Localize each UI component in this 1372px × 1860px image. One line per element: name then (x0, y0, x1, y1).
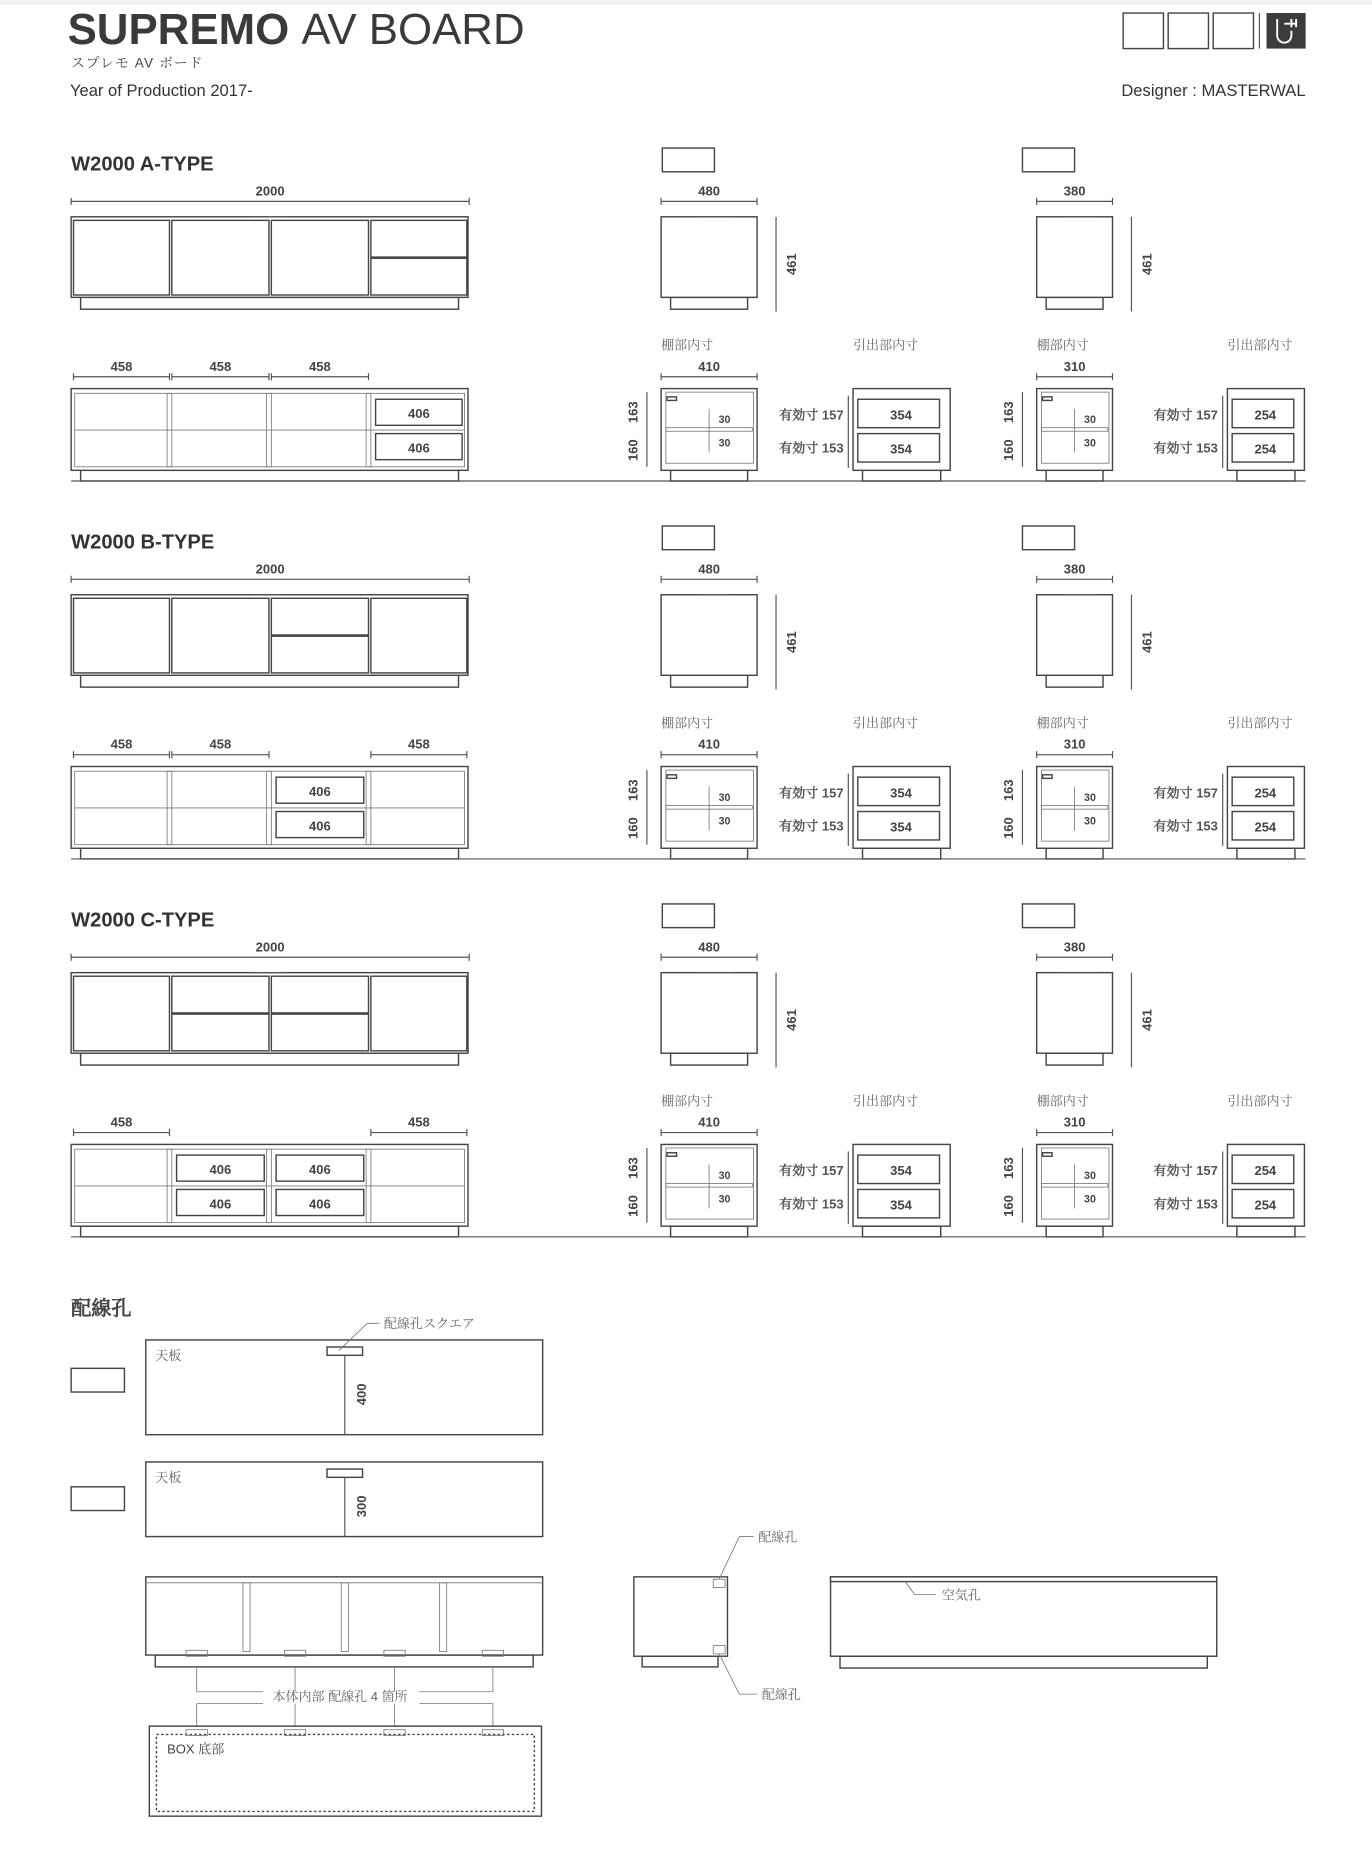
plinth (1046, 470, 1103, 481)
side-view (1037, 217, 1113, 298)
section-title: W2000 C-TYPE (71, 909, 215, 932)
designer: Designer : MASTERWAL (1121, 80, 1306, 100)
effective-size: 有効寸 153 (779, 440, 844, 456)
plinth (1237, 848, 1295, 859)
drawer-inner-width: 354 (890, 819, 912, 835)
effective-size: 有効寸 157 (1153, 407, 1218, 423)
plug-icon (1267, 13, 1306, 49)
height-dimension: 461 (1139, 1009, 1155, 1031)
shelf-spacing: 30 (1084, 1193, 1096, 1206)
depth-badge: D380 (1028, 150, 1069, 170)
box-bottom-label: BOX 底部 (167, 1741, 225, 1757)
shelf-spacing: 30 (718, 1193, 731, 1206)
shelf-width-dimension: 410 (698, 1114, 720, 1130)
shelf-height-upper: 163 (1000, 401, 1016, 424)
drawer-interior-label: 引出部内寸 (1227, 337, 1293, 353)
shelf-height-lower: 160 (1000, 1195, 1016, 1217)
section-w2000-b-type (71, 526, 1305, 859)
drawer-width-label: 406 (209, 1196, 232, 1212)
side-plinth (671, 675, 748, 687)
column-width-dimension: 458 (309, 358, 331, 374)
side-view (1037, 973, 1113, 1054)
side-body (634, 1577, 728, 1656)
shelf-spacing: 30 (718, 815, 731, 828)
effective-size: 有効寸 153 (1153, 1196, 1218, 1212)
plinth (155, 1655, 533, 1667)
louver-door (172, 220, 269, 295)
shelf-width-dimension: 410 (698, 358, 720, 374)
drawer-width-label: 406 (309, 1196, 331, 1212)
callout-line (719, 1537, 753, 1580)
shelf-interior-label: 棚部内寸 (661, 337, 714, 353)
drawer-width-label: 406 (309, 818, 331, 834)
plinth (840, 1656, 1207, 1668)
drawer-interior-label: 引出部内寸 (1227, 1093, 1293, 1109)
wiring-hole-square (327, 1469, 363, 1477)
shelf-height-upper: 163 (1000, 779, 1016, 802)
drawer-front (271, 976, 368, 1013)
drawer-front (172, 1014, 269, 1051)
shelf-height-upper: 163 (625, 1157, 641, 1179)
drawer-inner-width: 254 (1254, 1163, 1277, 1179)
top-depth-badge: D480 (77, 1371, 118, 1391)
drawer-inner-width: 354 (890, 407, 912, 423)
header (68, 5, 1306, 100)
body-front (146, 1577, 543, 1655)
shelf-height-lower: 160 (625, 1195, 641, 1217)
wiring-hole-square (327, 1347, 363, 1355)
column-width-dimension: 458 (110, 1114, 133, 1130)
plinth (863, 1226, 941, 1237)
drawer-front (271, 636, 368, 673)
wiring-square-callout: 配線孔スクエア (383, 1316, 475, 1332)
shelf-width-dimension: 310 (1063, 358, 1086, 374)
shelf-spacing: 30 (1084, 791, 1096, 804)
side-hole-label-bottom: 配線孔 (761, 1686, 801, 1702)
hole-depth-dimension: 400 (354, 1383, 370, 1406)
shelf-interior-label: 棚部内寸 (661, 715, 714, 731)
effective-size: 有効寸 153 (1153, 440, 1218, 456)
louver-door (74, 976, 170, 1051)
depth-badge: D480 (668, 528, 709, 548)
drawer-inner-width: 354 (890, 441, 912, 457)
shelf-height-upper: 163 (625, 779, 641, 802)
effective-size: 有効寸 153 (779, 1196, 844, 1212)
plinth (81, 1226, 459, 1237)
drawer-inner-width: 354 (890, 785, 912, 801)
drawer-front (271, 1014, 368, 1051)
side-plinth (1046, 297, 1103, 309)
depth-badge: D380 (1028, 906, 1069, 926)
drawer-inner-width: 254 (1254, 441, 1277, 457)
product-title (68, 5, 525, 54)
drawer-width-label: 406 (309, 784, 331, 800)
drawer-front (371, 258, 467, 295)
plinth (1046, 848, 1103, 859)
drawer-inner-width: 354 (890, 1197, 912, 1213)
plinth (642, 1656, 718, 1667)
louver-door (371, 976, 467, 1051)
shelf-width-dimension: 410 (698, 736, 720, 752)
shelf-spacing: 30 (1084, 1169, 1096, 1182)
effective-size: 有効寸 157 (779, 1163, 844, 1179)
width-dimension: 2000 (255, 561, 285, 577)
plinth (81, 470, 459, 481)
drawer-inner-width: 254 (1254, 785, 1277, 801)
louver-door (74, 598, 170, 673)
height-dimension: 461 (784, 1009, 800, 1031)
air-slot (831, 1577, 1217, 1582)
title-rest: AV BOARD (301, 4, 525, 54)
drawer-inner-width: 254 (1254, 1197, 1277, 1213)
shelf-interior-label: 棚部内寸 (1036, 715, 1089, 731)
depth-dimension: 380 (1063, 939, 1086, 955)
top-depth-badge: D380 (77, 1489, 118, 1509)
section-title: W2000 A-TYPE (71, 153, 214, 176)
plinth (81, 297, 459, 309)
drawer-inner-width: 254 (1254, 819, 1277, 835)
plinth (81, 848, 459, 859)
drawer-interior-label: 引出部内寸 (853, 337, 919, 353)
shelf-spacing: 30 (1084, 815, 1096, 828)
open-panel (74, 220, 170, 295)
plinth (1237, 1226, 1295, 1237)
interior-cabinet (71, 1144, 468, 1226)
shelf-height-upper: 163 (1000, 1157, 1016, 1179)
section-w2000-a-type (71, 148, 1305, 481)
drawer-width-label: 406 (209, 1162, 232, 1178)
effective-size: 有効寸 157 (1153, 785, 1218, 801)
shelf-height-lower: 160 (625, 439, 641, 462)
hinge (667, 1153, 676, 1157)
side-view (661, 217, 757, 298)
production-year: Year of Production 2017- (69, 80, 253, 100)
wiring-title: 配線孔 (71, 1298, 132, 1321)
plinth (81, 1053, 459, 1065)
top-panel-label: 天板 (155, 1470, 182, 1486)
side-plinth (1046, 675, 1103, 687)
drawer-interior-label: 引出部内寸 (853, 715, 919, 731)
plinth (671, 470, 748, 481)
drawer-interior-label: 引出部内寸 (1227, 715, 1293, 731)
drawer-front (172, 976, 269, 1013)
open-panel (172, 598, 269, 673)
depth-dimension: 380 (1063, 183, 1086, 199)
shelf-interior-label: 棚部内寸 (1036, 1093, 1089, 1109)
hinge (667, 397, 676, 401)
effective-size: 有効寸 157 (779, 785, 844, 801)
plinth (81, 675, 459, 687)
louver-door (271, 220, 368, 295)
drawer-width-label: 406 (407, 440, 430, 456)
effective-size: 有効寸 157 (779, 407, 844, 423)
height-dimension: 461 (784, 631, 800, 653)
shelf-height-upper: 163 (625, 401, 641, 424)
finish-badge-label: WN (1127, 21, 1160, 43)
back-body (831, 1577, 1217, 1656)
drawer-width-label: 406 (309, 1162, 331, 1178)
plinth (1237, 470, 1295, 481)
side-hole-label-top: 配線孔 (758, 1529, 798, 1545)
side-plinth (1046, 1053, 1103, 1065)
drawer-front (371, 220, 467, 257)
side-view (661, 973, 757, 1054)
hinge (1043, 1153, 1052, 1157)
callout-line (719, 1654, 757, 1694)
internal-holes-callout: 本体内部 配線孔 4 箇所 (272, 1689, 408, 1705)
louver-door (371, 598, 467, 673)
width-dimension: 2000 (255, 183, 285, 199)
depth-dimension: 480 (698, 939, 720, 955)
shelf-width-dimension: 310 (1063, 1114, 1086, 1130)
side-view (1037, 595, 1113, 676)
effective-size: 有効寸 157 (1153, 1163, 1218, 1179)
shelf-interior-label: 棚部内寸 (661, 1093, 714, 1109)
column-width-dimension: 458 (407, 736, 430, 752)
height-dimension: 461 (784, 253, 800, 276)
column-width-dimension: 458 (407, 1114, 430, 1130)
shelf-spacing: 30 (718, 413, 731, 426)
section-w2000-c-type (71, 904, 1305, 1237)
depth-badge: D480 (668, 150, 709, 170)
drawer-width-label: 406 (407, 406, 430, 422)
plinth (1046, 1226, 1103, 1237)
drawer-inner-width: 254 (1254, 407, 1277, 423)
hinge (667, 775, 676, 779)
title-japanese: スプレモ AV ボード (71, 55, 204, 71)
drawer-inner-width: 354 (890, 1163, 912, 1179)
depth-dimension: 480 (698, 183, 720, 199)
plinth (671, 1226, 748, 1237)
drawer-front (271, 598, 368, 635)
depth-badge: D480 (668, 906, 709, 926)
section-title: W2000 B-TYPE (71, 531, 215, 554)
depth-dimension: 480 (698, 561, 720, 577)
shelf-height-lower: 160 (625, 817, 641, 839)
shelf-spacing: 30 (718, 1169, 731, 1182)
air-hole-label: 空気孔 (941, 1587, 981, 1603)
effective-size: 有効寸 153 (779, 818, 844, 834)
plinth (671, 848, 748, 859)
title-bold: SUPREMO (67, 4, 290, 54)
depth-dimension: 380 (1063, 561, 1086, 577)
side-plinth (671, 297, 748, 309)
shelf-spacing: 30 (1084, 437, 1096, 450)
column-width-dimension: 458 (209, 736, 232, 752)
shelf-interior-label: 棚部内寸 (1036, 337, 1089, 353)
shelf-height-lower: 160 (1000, 817, 1016, 839)
height-dimension: 461 (1139, 631, 1155, 653)
height-dimension: 461 (1139, 253, 1155, 276)
shelf-height-lower: 160 (1000, 439, 1016, 462)
shelf-spacing: 30 (1084, 413, 1096, 426)
side-plinth (671, 1053, 748, 1065)
top-panel-label: 天板 (155, 1348, 182, 1364)
plinth (863, 470, 941, 481)
column-width-dimension: 458 (209, 358, 232, 374)
finish-badge-label: RO (1174, 21, 1203, 43)
width-dimension: 2000 (255, 939, 285, 955)
hinge (1043, 775, 1052, 779)
finish-badge-label: BC (1219, 21, 1248, 43)
hole-depth-dimension: 300 (354, 1495, 370, 1518)
column-width-dimension: 458 (110, 736, 133, 752)
hinge (1043, 397, 1052, 401)
column-width-dimension: 458 (110, 358, 133, 374)
depth-badge: D380 (1028, 528, 1069, 548)
shelf-spacing: 30 (718, 791, 731, 804)
shelf-spacing: 30 (718, 437, 731, 450)
shelf-width-dimension: 310 (1063, 736, 1086, 752)
effective-size: 有効寸 153 (1153, 818, 1218, 834)
interior-cabinet (71, 767, 468, 849)
plinth (863, 848, 941, 859)
side-view (661, 595, 757, 676)
drawer-interior-label: 引出部内寸 (853, 1093, 919, 1109)
